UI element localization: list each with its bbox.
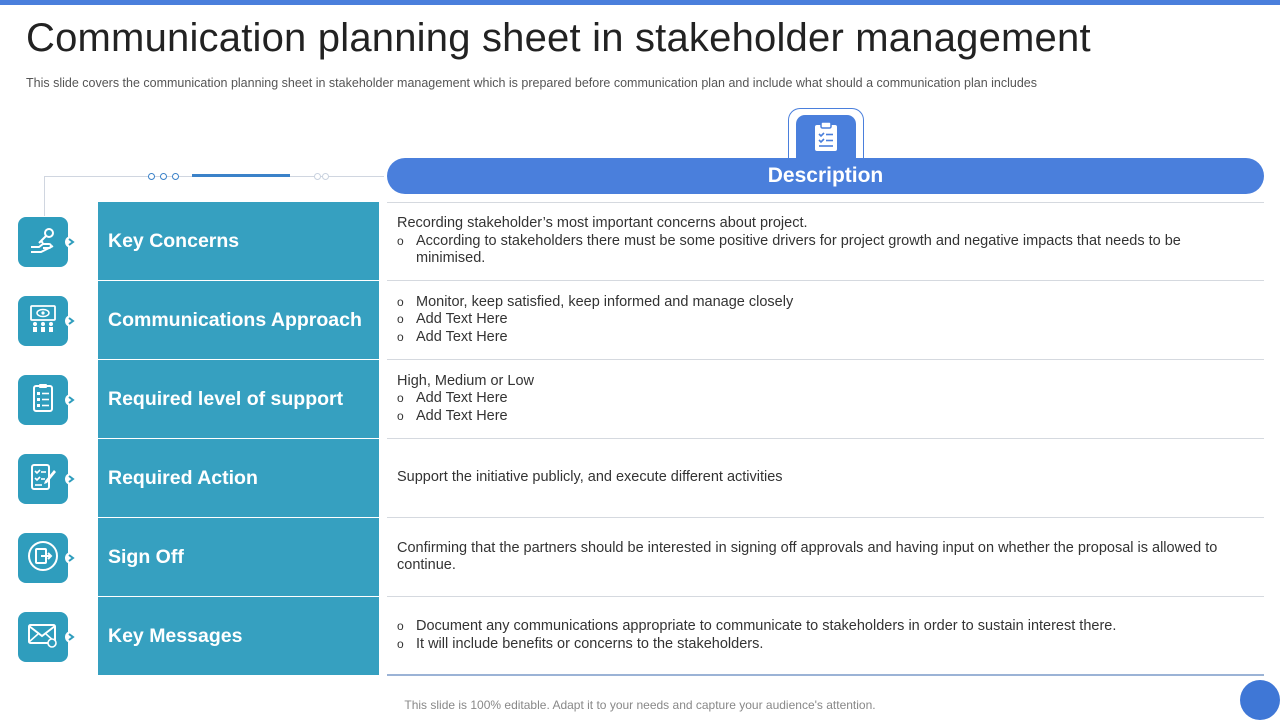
connector-dot	[314, 173, 321, 180]
row-label: Key Messages	[98, 597, 379, 675]
description-text: Recording stakeholder’s most important concerns about project.	[397, 215, 808, 232]
row-description	[387, 439, 1264, 518]
footer-note: This slide is 100% editable. Adapt it to your needs and capture your audience's attention.	[404, 698, 876, 712]
table-row	[0, 202, 1280, 281]
bullet-icon: o	[397, 408, 404, 423]
icon-tile	[18, 217, 68, 267]
bullet-icon: o	[397, 619, 404, 633]
bullet-icon: o	[397, 233, 404, 248]
row-label: Required level of support	[98, 360, 379, 438]
row-description	[387, 597, 1264, 676]
sign-out-icon	[27, 540, 59, 577]
table-row	[0, 360, 1280, 439]
connector-dot	[160, 173, 167, 180]
bullet-icon: o	[397, 312, 404, 327]
row-label: Required Action	[98, 439, 379, 517]
row-label: Sign Off	[98, 518, 379, 596]
chevron-right-icon	[65, 552, 77, 564]
bullet-item: o Monitor, keep satisfied, keep informed and manage closely	[397, 293, 794, 310]
bullet-item: o Add Text Here	[397, 390, 508, 407]
bullet-icon: o	[397, 636, 404, 651]
bullet-item: o Document any communications appropriate to communicate to stakeholders in order to sustain interest there.	[397, 618, 1117, 634]
hand-holding-key-icon	[28, 225, 58, 260]
chevron-right-icon	[65, 394, 77, 406]
document-pen-icon	[28, 462, 58, 497]
bullet-item: o Add Text Here	[397, 407, 508, 424]
row-description	[387, 360, 1264, 439]
row-description	[387, 518, 1264, 597]
chevron-right-icon	[65, 315, 77, 327]
icon-tile	[18, 612, 68, 662]
connector-dot	[148, 173, 155, 180]
connector-dot	[172, 173, 179, 180]
chevron-right-icon	[65, 473, 77, 485]
row-label: Key Concerns	[98, 202, 379, 280]
table-row	[0, 518, 1280, 597]
table-row	[0, 597, 1280, 676]
connector-accent	[192, 174, 290, 177]
description-header	[387, 158, 1264, 194]
page-subtitle: This slide covers the communication planning sheet in stakeholder management which is prepared before communication plan and include what should a communication plan includes	[26, 76, 1037, 90]
bullet-icon: o	[397, 329, 404, 344]
bullet-item: o According to stakeholders there must be some positive drivers for project growth and negative impacts that needs to be minimised.	[397, 232, 1181, 267]
checklist-icon	[28, 383, 58, 418]
icon-tile	[18, 296, 68, 346]
description-header-label: Description	[767, 164, 884, 187]
bullet-icon: o	[397, 391, 404, 406]
bullet-item: o Add Text Here	[397, 311, 508, 328]
top-accent-bar	[0, 0, 1280, 5]
table-row	[0, 281, 1280, 360]
icon-tile	[18, 454, 68, 504]
description-text: High, Medium or Low	[397, 372, 534, 389]
description-text: Confirming that the partners should be interested in signing off approvals and having input on whether the proposal is allowed to continue.	[397, 539, 1218, 573]
clipboard-icon	[812, 121, 840, 158]
bullet-icon: o	[397, 294, 404, 309]
page-title: Communication planning sheet in stakeholder management	[26, 16, 1091, 60]
row-label: Communications Approach	[98, 281, 379, 359]
bullet-item: o Add Text Here	[397, 328, 508, 345]
table-row	[0, 439, 1280, 518]
chevron-right-icon	[65, 236, 77, 248]
connector-dot	[322, 173, 329, 180]
row-description	[387, 202, 1264, 281]
description-text: Support the initiative publicly, and execute different activities	[397, 469, 783, 486]
icon-tile	[18, 533, 68, 583]
description-tab	[796, 115, 856, 163]
presentation-team-icon	[28, 304, 58, 339]
corner-decoration	[1240, 680, 1280, 720]
chevron-right-icon	[65, 631, 77, 643]
icon-tile	[18, 375, 68, 425]
row-description	[387, 281, 1264, 360]
envelope-icon	[27, 621, 59, 654]
bullet-item: o It will include benefits or concerns to the stakeholders.	[397, 635, 764, 652]
